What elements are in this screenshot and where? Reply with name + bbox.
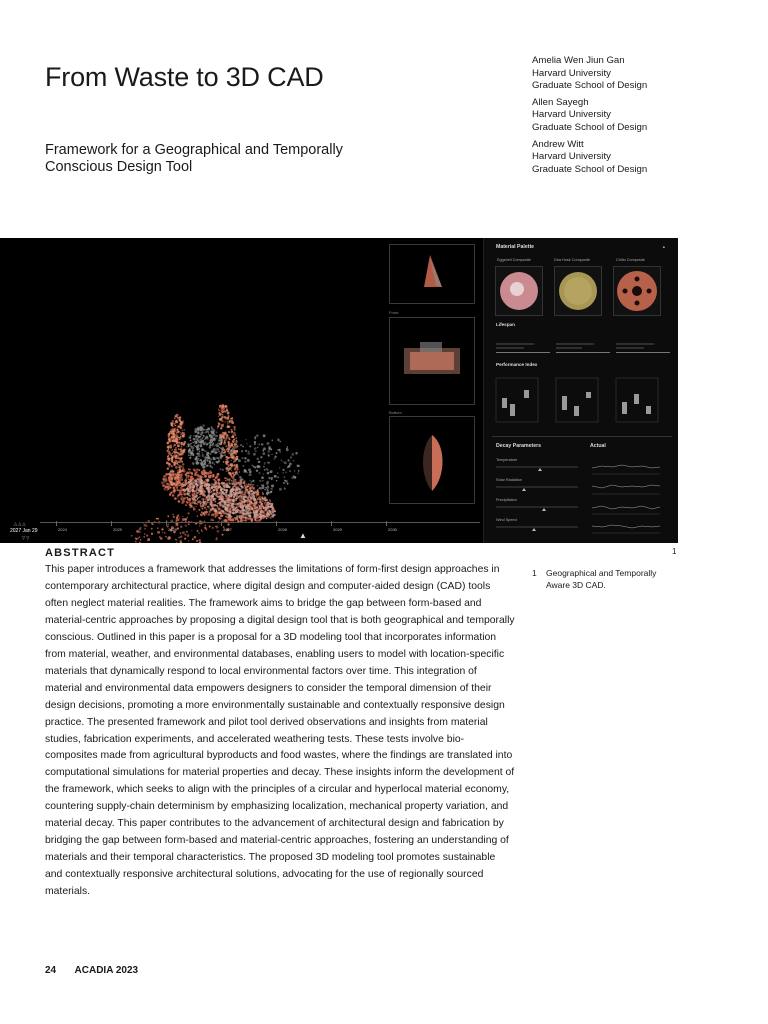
lifespan-title: Lifespan	[496, 322, 515, 327]
view-top	[389, 244, 475, 304]
page-number: 24	[45, 965, 57, 976]
view-front	[389, 317, 475, 405]
author-name: Allen Sayegh	[532, 96, 589, 108]
timeline-tick	[56, 521, 57, 526]
author-department: Graduate School of Design	[532, 80, 648, 92]
timeline-current-date: 2027 Jan 29	[10, 528, 38, 534]
3d-viewport	[0, 238, 386, 543]
timeline-nav-up-icons[interactable]: △ △ △	[14, 521, 26, 526]
timeline[interactable]	[0, 517, 483, 543]
param-label: Precipitation	[496, 498, 517, 502]
page-footer	[45, 965, 154, 976]
timeline-year-label: 2025	[113, 527, 122, 532]
abstract-heading: ABSTRACT	[45, 547, 116, 559]
timeline-tick	[276, 521, 277, 526]
param-label: Solar Radiation	[496, 478, 522, 482]
timeline-year-label: 2024	[58, 527, 67, 532]
author-name: Andrew Witt	[532, 138, 584, 150]
timeline-tick	[111, 521, 112, 526]
timeline-tick	[221, 521, 222, 526]
param-label: Temperature	[496, 458, 518, 462]
timeline-year-label: 2030	[388, 527, 397, 532]
sample-label: Dira Husk Composite	[554, 258, 590, 262]
sample-label: Eggshell Composite	[497, 258, 531, 262]
author-block	[532, 55, 752, 93]
param-label: Wind Speed	[496, 518, 517, 522]
timeline-tick	[331, 521, 332, 526]
collapse-caret-icon[interactable]: ▲	[662, 245, 666, 249]
performance-index-title: Performance Index	[496, 362, 538, 367]
material-sample-eggshell[interactable]	[495, 266, 543, 316]
figure-caption	[532, 567, 682, 591]
material-palette-title: Material Palette	[496, 244, 535, 250]
view-label-front: Front	[389, 310, 399, 315]
author-affiliation: Harvard University	[532, 109, 611, 121]
author-department: Graduate School of Design	[532, 121, 648, 133]
paper-title: From Waste to 3D CAD	[45, 62, 324, 92]
timeline-year-label: 2026	[168, 527, 177, 532]
lifespan-charts	[494, 334, 674, 356]
author-name: Amelia Wen Jiun Gan	[532, 55, 625, 66]
author-affiliation: Harvard University	[532, 67, 611, 79]
timeline-year-label: 2029	[333, 527, 342, 532]
timeline-year-label: 2028	[278, 527, 287, 532]
abstract-body: This paper introduces a framework that addresses the limitations of form-first design approaches in contemporary architectural practice, where digital design and computer-aided design (CAD) tools often neglect material realities. The framework aims to bridge the gap between form-based and material-centric approaches by proposing a digital design tool that is both geographical and temporally conscious. Outlined in this paper is a proposal for a 3D modeling tool that incorporates information from material, weather, and environmental databases, enabling users to model with location-specific materials that dynamically respond to local environmental factors over time. This integration of material and environmental data empowers designers to consider the temporal dimension of their design decisions, promoting a more environmentally sustainable and contextually responsive design practice. The presented framework and pilot tool derived observations and insights from material studies, fabrication experiments, and accelerated weathering tests. These tests involve bio-composites made from agricultural byproducts and food wastes, where the findings are translated into computational simulations for material properties and decay. These insights inform the development of the framework, which seeks to align with the principles of a circular and hyperlocal material economy, countering supply-chain determinism by emphasizing localization, mechanical property variation, and material decay. This paper contributes to the advancement of architectural design and fabrication by bridging the gap between form-based and material-centric approaches, fostering an understanding of materials and their temporal characteristics. The proposed 3D modeling tool promotes sustainable and contextually responsive architectural solutions, advocating for the use of regionally sourced materials.	[45, 564, 515, 898]
author-block	[532, 97, 752, 135]
figure-tool-screenshot	[0, 238, 678, 543]
timeline-tick	[386, 521, 387, 526]
actual-title: Actual	[590, 443, 606, 449]
caption-text: Geographical and Temporally Aware 3D CAD.	[546, 568, 657, 590]
sample-label: Chitin Composite	[616, 258, 645, 262]
view-bottom	[389, 416, 475, 504]
timeline-year-label: 2027	[223, 527, 232, 532]
decay-parameters-title: Decay Parameters	[496, 443, 541, 449]
actual-graphs	[588, 456, 668, 536]
performance-charts	[494, 376, 674, 424]
caption-number: 1	[532, 568, 537, 578]
timeline-nav-down-icons[interactable]: ▽ ▽	[22, 535, 30, 540]
orthographic-views	[388, 238, 482, 543]
timeline-playhead-icon[interactable]: ▲	[299, 531, 307, 540]
author-affiliation: Harvard University	[532, 151, 611, 163]
decay-sliders[interactable]	[494, 464, 584, 534]
figure-number: 1	[672, 547, 677, 556]
view-label-bottom: Bottom	[389, 410, 402, 415]
material-sample-chitin[interactable]	[613, 266, 661, 316]
venue-name: ACADIA 2023	[74, 965, 139, 976]
paper-subtitle: Framework for a Geographical and Temporally Conscious Design Tool	[45, 142, 343, 175]
material-panel	[483, 238, 678, 543]
timeline-tick	[166, 521, 167, 526]
author-block	[532, 139, 752, 177]
author-list	[532, 55, 752, 180]
material-sample-dira-husk[interactable]	[554, 266, 602, 316]
author-department: Graduate School of Design	[532, 163, 648, 175]
